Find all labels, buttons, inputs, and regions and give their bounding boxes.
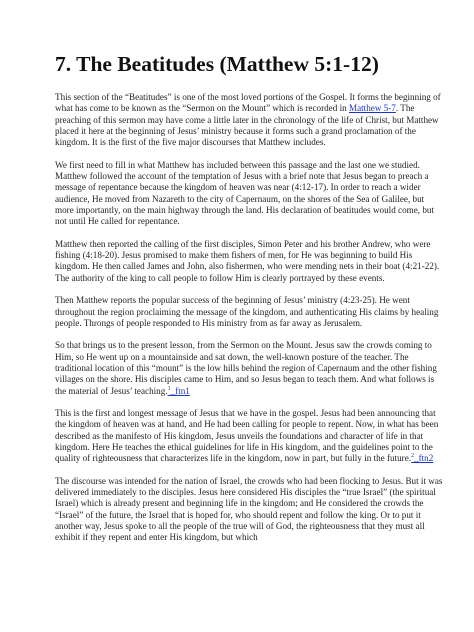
footnote-link-2[interactable] xyxy=(411,453,433,463)
paragraph-sermon-text: So that brings us to the present lesson, from the Sermon on the Mount. Jesus saw the crowds coming to Him, so He went up on a mountainside and sat down, the well-known posture of the teacher. The traditional location of this “mount” is the low hills behind the region of Capernaum and the other fishing villages on the shore. His disciples came to Him, and so Jesus began to teach them. And what follows is the material of Jesus’ teaching. xyxy=(55,340,437,396)
paragraph-intro xyxy=(55,92,444,149)
footnote-label-2: _ftn2 xyxy=(414,453,434,464)
paragraph-intro-text-after: . The preaching of this sermon may have come a little later in the chronology of the life of Christ, but Matthew placed it here at the beginning of Jesus’ ministry because it forms such a grand proclamation of the kingdom. It is the first of the five major discourses that Matthew includes. xyxy=(55,103,439,148)
footnote-link-1[interactable] xyxy=(168,386,190,396)
paragraph-manifesto xyxy=(55,408,444,465)
scripture-link-matthew-5-7[interactable]: Matthew 5-7 xyxy=(348,103,396,114)
paragraph-manifesto-text: This is the first and longest message of Jesus that we have in the gospel. Jesus had been announcing that the kingdom of heaven was at hand, and He had been calling for people to repent. Now, in what has been described as the manifesto of His kingdom, Jesus unveils the foundations and character of life in that kingdom. Here He teaches the ethical guidelines for life in His kingdom, and the guidelines point to the quality of righteousness that characterizes life in the kingdom, now in part, but fully in the future. xyxy=(55,407,439,464)
paragraph-intro-text-before: This section of the “Beatitudes” is one of the most loved portions of the Gospel. It forms the beginning of what has come to be known as the “Sermon on the Mount” which is recorded in xyxy=(55,92,441,114)
paragraph-sermon xyxy=(55,340,444,397)
page-title: 7. The Beatitudes (Matthew 5:1-12) xyxy=(55,52,379,76)
footnote-number-1: 1 xyxy=(167,385,171,392)
footnote-number-2: 2 xyxy=(411,453,415,460)
paragraph-ministry: Then Matthew reports the popular success of the beginning of Jesus’ ministry (4:23-25). He went throughout the region proclaiming the message of the kingdom, and authenticating His claims by healing people. Throngs of people responded to His ministry from as far away as Jerusalem. xyxy=(55,295,439,328)
footnote-label-1: _ftn1 xyxy=(170,385,190,396)
paragraph-discourse: The discourse was intended for the nation of Israel, the crowds who had been flocking to Jesus. But it was delivered immediately to the disciples. Jesus here considered His disciples the “true Israel” (the spiritual Israel) which is already present and beginning life in the kingdom; and He considered the crowds the “Israel” of the future, the Israel that is hoped for, who should repent and follow the king. Or to put it another way, Jesus spoke to all the people of the true will of God, the righteousness that they must all exhibit if they repent and enter His kingdom, but which xyxy=(55,475,443,543)
paragraph-context: We first need to fill in what Matthew has included between this passage and the last one we studied. Matthew followed the account of the temptation of Jesus with a brief note that Jesus began to preach a message of repentance because the kingdom of heaven was near (4:12-17). In order to reach a wider audience, He moved from Nazareth to the city of Capernaum, on the shores of the Sea of Galilee, but more importantly, on the main highway through the land. His declaration of beatitudes would come, but not until He called for repentance. xyxy=(55,159,435,227)
paragraph-disciples: Matthew then reported the calling of the first disciples, Simon Peter and his brother Andrew, who were fishing (4:18-20). Jesus promised to make them fishers of men, for He was beginning to build His kingdom. He then called James and John, also fishermen, who were mending nets in their boat (4:21-22). The authority of the king to call people to follow Him is clearly portrayed by these events. xyxy=(55,238,440,283)
